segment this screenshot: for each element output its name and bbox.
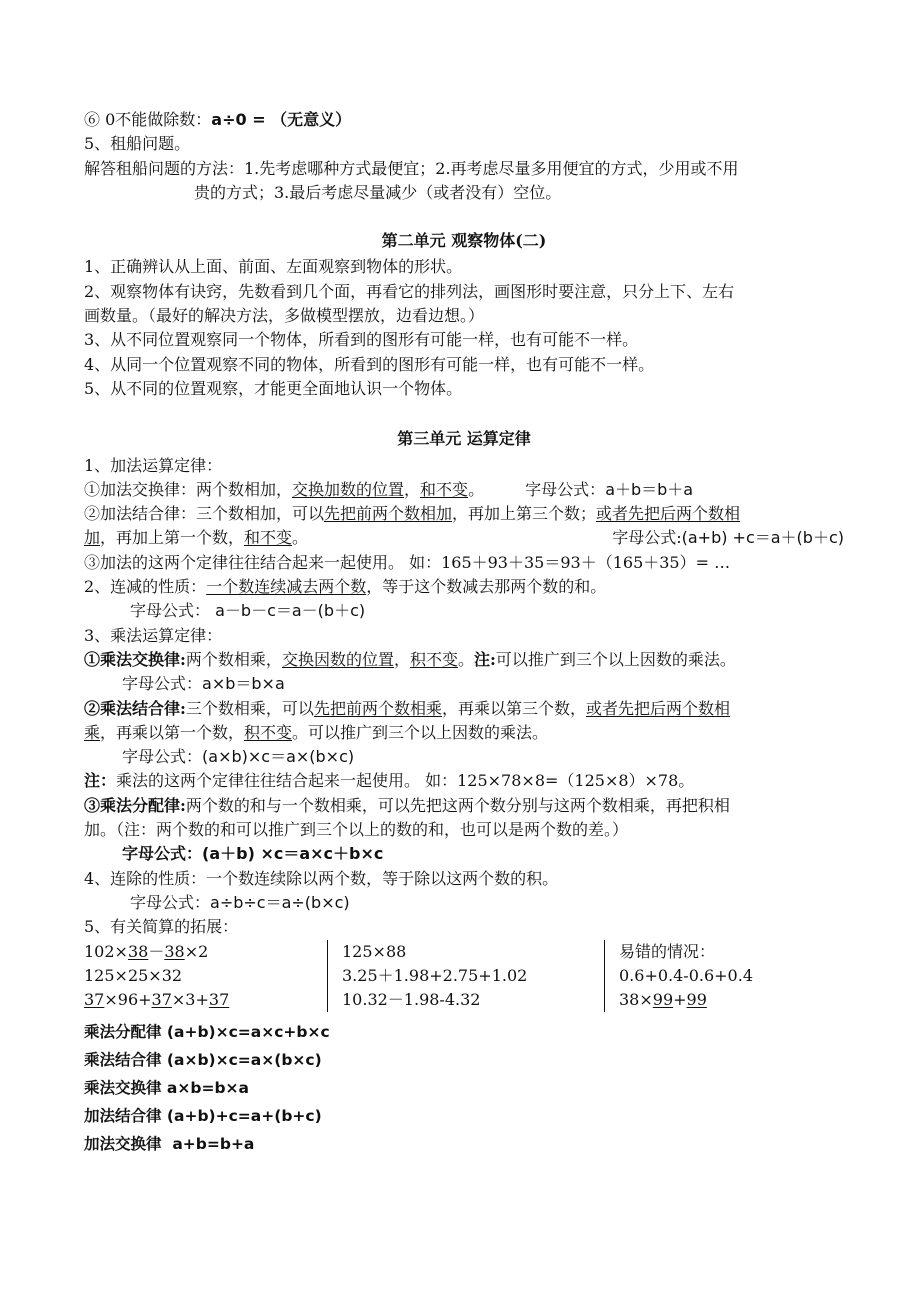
multiplication-commutative: ①乘法交换律:两个数相乘，交换因数的位置，积不变。注:可以推广到三个以上因数的乘法。 <box>84 649 736 669</box>
unit2-item-1: 1、正确辨认从上面、前面、左面观察到物体的形状。 <box>84 257 463 277</box>
table-cell: 易错的情况： <box>619 941 716 961</box>
table-cell: 3.25＋1.98+2.75+1.02 <box>342 965 528 985</box>
multiplication-associative-formula: 字母公式：(a×b)×c＝a×(b×c) <box>122 747 355 767</box>
summary-row: 乘法分配律 (a+b)×c=a×c+b×c <box>84 1022 330 1042</box>
multiplication-distributive-formula: 字母公式：(a＋b) ×c＝a×c＋b×c <box>122 844 384 864</box>
unit3-title: 第三单元 运算定律 <box>397 429 531 449</box>
unit2-title: 第二单元 观察物体(二) <box>381 231 547 251</box>
summary-row: 乘法结合律 (a×b)×c=a×(b×c) <box>84 1050 322 1070</box>
multiplication-distributive-a: ③乘法分配律:两个数的和与一个数相乘，可以先把这两个数分别与这两个数相乘，再把积相 <box>84 795 730 815</box>
boat-method-line1: 解答租船问题的方法：1.先考虑哪种方式最便宜；2.再考虑尽量多用便宜的方式，少用或不用 <box>84 158 739 178</box>
boat-problem-title: 5、租船问题。 <box>84 134 191 154</box>
division-formula: 字母公式：a÷b÷c＝a÷(b×c) <box>130 892 350 912</box>
summary-row: 乘法交换律 a×b=b×a <box>84 1078 249 1098</box>
simplification-table <box>84 940 844 1013</box>
extension-title: 5、有关简算的拓展： <box>84 917 239 937</box>
multiplication-associative-a: ②乘法结合律:三个数相乘，可以先把前两个数相乘，再乘以第三个数，或者先把后两个数相 <box>84 698 730 718</box>
multiplication-commutative-formula: 字母公式：a×b＝b×a <box>122 674 285 694</box>
unit2-item-5: 5、从不同的位置观察，才能更全面地认识一个物体。 <box>84 378 463 398</box>
table-cell: 125×88 <box>342 941 407 961</box>
rule-zero-divisor: ⑥ 0不能做除数：a÷0 = （无意义） <box>84 110 352 129</box>
unit2-item-2a: 2、观察物体有诀窍，先数看到几个面，再看它的排列法，画图形时要注意，只分上下、左右 <box>84 281 735 301</box>
summary-row: 加法结合律 (a+b)+c=a+(b+c) <box>84 1106 322 1126</box>
laws-summary <box>84 1018 844 1158</box>
table-cell: 102×38－38×2 <box>84 941 209 961</box>
table-cell: 0.6+0.4-0.6+0.4 <box>619 965 753 985</box>
addition-commutative: ①加法交换律：两个数相加，交换加数的位置，和不变。 字母公式：a＋b＝b＋a <box>84 479 694 499</box>
document-page <box>84 108 844 1158</box>
addition-laws-title: 1、加法运算定律： <box>84 455 223 475</box>
addition-associative-b: 加，再加上第一个数，和不变。 字母公式:(a+b) +c＝a＋(b＋c) <box>84 528 844 548</box>
multiplication-laws-title: 3、乘法运算定律： <box>84 625 223 645</box>
table-cell: 38×99+99 <box>619 990 707 1010</box>
multiplication-distributive-b: 加。（注：两个数的和可以推广到三个以上的数的和，也可以是两个数的差。） <box>84 820 629 840</box>
subtraction-property: 2、连减的性质：一个数连续减去两个数，等于这个数减去那两个数的和。 <box>84 577 607 597</box>
boat-method-line2: 贵的方式；3.最后考虑尽量减少（或者没有）空位。 <box>194 182 562 202</box>
multiplication-note: 注：乘法的这两个定律往往结合起来一起使用。 如：125×78×8=（125×8）×78。 <box>84 771 695 791</box>
unit2-item-2b: 画数量。（最好的解决方法，多做模型摆放，边看边想。） <box>84 306 485 326</box>
table-column-2 <box>327 940 604 1013</box>
division-property: 4、连除的性质：一个数连续除以两个数，等于除以这两个数的积。 <box>84 868 559 888</box>
unit2-item-4: 4、从同一个位置观察不同的物体，所看到的图形有可能一样，也有可能不一样。 <box>84 354 655 374</box>
table-cell: 37×96+37×3+37 <box>84 990 230 1010</box>
unit2-item-3: 3、从不同位置观察同一个物体，所看到的图形有可能一样，也有可能不一样。 <box>84 330 639 350</box>
addition-associative-a: ②加法结合律：三个数相加，可以先把前两个数相加，再加上第三个数；或者先把后两个数相 <box>84 504 741 524</box>
table-cell: 125×25×32 <box>84 965 183 985</box>
addition-combined-use: ③加法的这两个定律往往结合起来一起使用。 如：165＋93＋35＝93＋（165＋35）= … <box>84 552 731 572</box>
subtraction-formula: 字母公式： a－b－c＝a－(b＋c) <box>130 601 366 621</box>
table-column-1 <box>84 940 327 1013</box>
table-column-3 <box>604 940 753 1013</box>
table-cell: 10.32－1.98-4.32 <box>342 990 481 1010</box>
multiplication-associative-b: 乘，再乘以第一个数，积不变。可以推广到三个以上因数的乘法。 <box>84 722 549 742</box>
summary-row: 加法交换律 a+b=b+a <box>84 1134 255 1154</box>
